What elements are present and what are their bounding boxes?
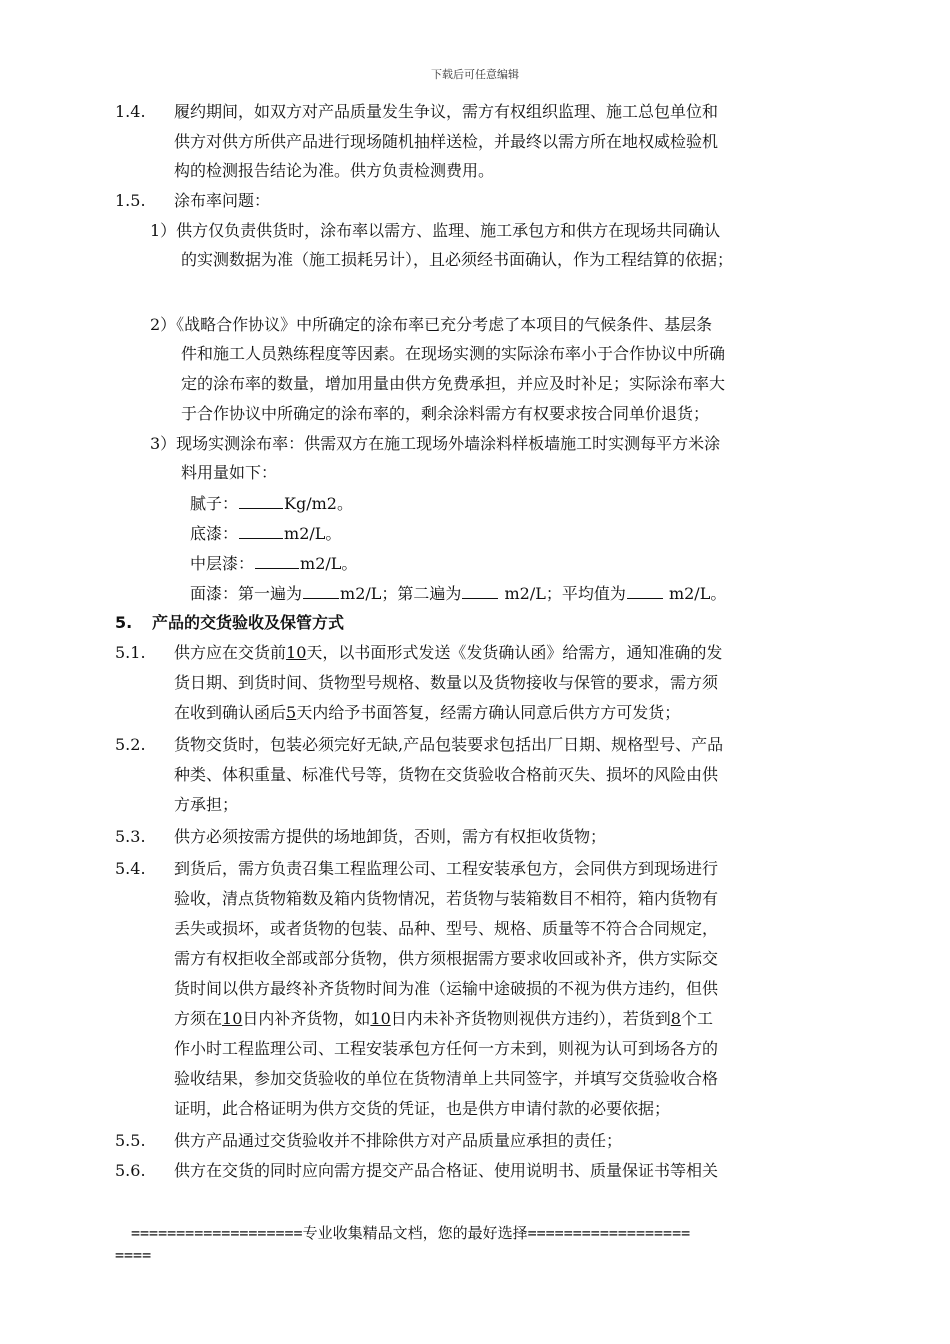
text-line: 构的检测报告结论为准。供方负责检测费用。 (174, 161, 495, 180)
top-unit-1: m2/L；第二遍为 (340, 584, 462, 603)
text-line: 验收结果，参加交货验收的单位在货物清单上共同签字，并填写交货验收合格 (174, 1069, 719, 1088)
clause-number: 1.4. (115, 102, 146, 121)
section-number: 5. (115, 613, 133, 632)
section-title: 产品的交货验收及保管方式 (152, 613, 345, 632)
mid-unit: m2/L。 (300, 554, 358, 573)
text-line: 于合作协议中所确定的涂布率的，剩余涂料需方有权要求按合同单价退货； (181, 404, 710, 423)
putty-label: 腻子： (190, 494, 239, 513)
days-value: 10 (286, 643, 307, 662)
text-line: 供方必须按需方提供的场地卸货，否则，需方有权拒收货物； (174, 827, 607, 846)
clause-number: 1.5. (115, 191, 146, 210)
putty-line (190, 492, 353, 515)
top-label: 面漆：第一遍为 (190, 584, 303, 603)
primer-unit: m2/L。 (284, 524, 342, 543)
days-value: 10 (222, 1009, 243, 1028)
text-line: 件和施工人员熟练程度等因素。在现场实测的实际涂布率小于合作协议中所确 (181, 344, 726, 363)
text-line: 作小时工程监理公司、工程安装承包方任何一方未到，则视为认可到场各方的 (174, 1039, 719, 1058)
text-line: 丢失或损坏，或者货物的包装、品种、型号、规格、质量等不符合合同规定， (174, 919, 719, 938)
text-line: 涂布率问题： (174, 191, 271, 210)
text-span: 方须在 (174, 1009, 223, 1028)
text-line: 验收，清点货物箱数及箱内货物情况，若货物与装箱数目不相符，箱内货物有 (174, 889, 719, 908)
hours-value: 8 (670, 1009, 681, 1028)
text-line: 货时间以供方最终补齐货物时间为准（运输中途破损的不视为供方违约，但供 (174, 979, 719, 998)
clause-number: 5.2. (115, 735, 146, 754)
days-value: 5 (286, 703, 297, 722)
mid-blank (255, 552, 299, 569)
text-span: 日内未补齐货物则视供方违约），若货到 (390, 1009, 671, 1028)
text-line (174, 1008, 713, 1030)
footer-banner: ===================专业收集精品文档，您的最好选择================== (131, 1224, 691, 1242)
text-span: 个工 (680, 1009, 713, 1028)
text-line: 3）现场实测涂布率：供需双方在施工现场外墙涂料样板墙施工时实测每平方米涂 (150, 434, 721, 453)
clause-number: 5.4. (115, 859, 146, 878)
text-line: 定的涂布率的数量，增加用量由供方免费承担，并应及时补足；实际涂布率大 (181, 374, 726, 393)
putty-blank (239, 492, 283, 509)
text-line (174, 702, 680, 724)
text-line: 货物交货时，包装必须完好无缺,产品包装要求包括出厂日期、规格型号、产品 (174, 735, 724, 754)
footer-banner-tail: ==== (115, 1246, 152, 1264)
text-span: 天，以书面形式发送《发货确认函》给需方，通知准确的发 (306, 643, 723, 662)
top-blank-2 (462, 582, 498, 599)
clause-number: 5.5. (115, 1131, 146, 1150)
top-blank-1 (303, 582, 339, 599)
text-line: 1）供方仅负责供货时，涂布率以需方、监理、施工承包方和供方在现场共同确认 (150, 221, 721, 240)
text-line: 方承担； (174, 795, 239, 814)
clause-number: 5.1. (115, 643, 146, 662)
top-unit-3: m2/L。 (668, 584, 727, 603)
text-line: 到货后，需方负责召集工程监理公司、工程安装承包方，会同供方到现场进行 (174, 859, 719, 878)
text-line: 种类、体积重量、标准代号等，货物在交货验收合格前灭失、损坏的风险由供 (174, 765, 719, 784)
primer-blank (239, 522, 283, 539)
days-value: 10 (370, 1009, 391, 1028)
top-blank-3 (627, 582, 663, 599)
text-line: 供方在交货的同时应向需方提交产品合格证、使用说明书、质量保证书等相关 (174, 1161, 719, 1180)
primer-label: 底漆： (190, 524, 239, 543)
text-line: 供方产品通过交货验收并不排除供方对产品质量应承担的责任； (174, 1131, 623, 1150)
text-line: 的实测数据为准（施工损耗另计），且必须经书面确认，作为工程结算的依据； (181, 250, 734, 269)
text-line: 需方有权拒收全部或部分货物，供方须根据需方要求收回或补齐，供方实际交 (174, 949, 719, 968)
clause-number: 5.6. (115, 1161, 146, 1180)
text-line: 料用量如下： (181, 463, 278, 482)
text-span: 供方应在交货前 (174, 643, 287, 662)
mid-line (190, 552, 357, 575)
text-span: 天内给予书面答复，经需方确认同意后供方方可发货； (296, 703, 681, 722)
mid-label: 中层漆： (190, 554, 255, 573)
text-line: 货日期、到货时间、货物型号规格、数量以及货物接收与保管的要求，需方须 (174, 673, 719, 692)
clause-number: 5.3. (115, 827, 146, 846)
putty-unit: Kg/m2。 (284, 494, 353, 513)
text-span: 日内补齐货物，如 (242, 1009, 371, 1028)
top-unit-2: m2/L；平均值为 (504, 584, 626, 603)
top-line (190, 582, 726, 605)
page-header: 下载后可任意编辑 (431, 68, 519, 81)
text-line: 2）《战略合作协议》中所确定的涂布率已充分考虑了本项目的气候条件、基层条 (150, 315, 713, 334)
text-line: 履约期间，如双方对产品质量发生争议，需方有权组织监理、施工总包单位和 (174, 102, 719, 121)
text-line: 证明，此合格证明为供方交货的凭证，也是供方申请付款的必要依据； (174, 1099, 671, 1118)
text-line (174, 642, 722, 664)
text-span: 在收到确认函后 (174, 703, 287, 722)
text-line: 供方对供方所供产品进行现场随机抽样送检，并最终以需方所在地权威检验机 (174, 132, 719, 151)
primer-line (190, 522, 341, 545)
